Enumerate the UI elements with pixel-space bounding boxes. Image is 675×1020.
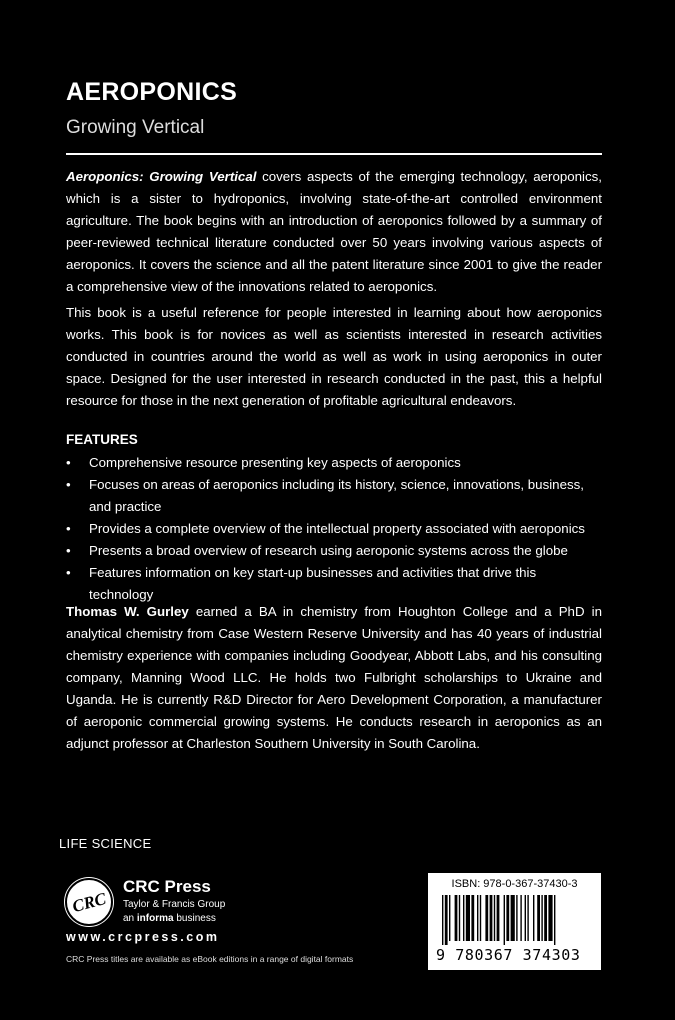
description-paragraph-2: This book is a useful reference for people interested in learning about how aeroponics works. This book is for novices as well as scientists interested in research activities conducted in countries around the world as well as work in using aeroponics in outer space. Designed for the user interested in research conducted in the past, this a helpful resource for those in the next generation of profitable agricultural endeavors.: [66, 305, 602, 408]
barcode-digits: 9 780367 374303: [436, 946, 581, 964]
barcode-bar: [466, 895, 470, 941]
barcode-bars: [442, 895, 592, 945]
barcode-bar: [497, 895, 500, 941]
barcode-bar: [541, 895, 542, 941]
author-bio: [66, 601, 602, 755]
crc-logo-icon: [64, 877, 114, 927]
barcode-bar: [471, 895, 474, 941]
business-prefix: an: [123, 913, 137, 924]
barcode-bar: [506, 895, 509, 941]
barcode-bar: [477, 895, 478, 941]
isbn-label: ISBN: 978-0-367-37430-3: [451, 878, 578, 890]
barcode-bar: [463, 895, 464, 941]
barcode-bar: [544, 895, 547, 941]
barcode-bar: [511, 895, 515, 941]
description-p1-text: covers aspects of the emerging technology, aeroponics, which is a sister to hydroponics, involving state-of-the-art controlled environment agriculture. The book begins with an introduction of aeroponics followed by a summary of peer-reviewed technical literature conducted over 50 years involving various aspects of aeroponics. It covers the science and all the patent literature since 2001 to give the reader a comprehensive view of the innovations related to aeroponics.: [66, 169, 602, 294]
publisher-group: Taylor & Francis Group: [123, 899, 226, 910]
author-name: Thomas W. Gurley: [66, 604, 189, 619]
publisher-name: CRC Press: [123, 877, 211, 896]
book-subtitle: Growing Vertical: [66, 117, 205, 138]
category-label: LIFE SCIENCE: [59, 836, 152, 851]
book-title: AEROPONICS: [66, 78, 238, 106]
barcode-bar: [537, 895, 540, 941]
barcode-bar: [455, 895, 458, 941]
barcode-bar: [520, 895, 521, 941]
feature-item: • Comprehensive resource presenting key aspects of aeroponics: [66, 452, 602, 474]
ebook-note: CRC Press titles are available as eBook editions in a range of digital formats: [66, 954, 354, 964]
barcode-bar: [554, 895, 555, 945]
barcode-box: [428, 873, 601, 970]
barcode-bar: [445, 895, 448, 945]
features-heading: FEATURES: [66, 432, 138, 447]
barcode-bar: [527, 895, 528, 941]
publisher-website[interactable]: www.crcpress.com: [66, 930, 220, 944]
crc-logo-text: CRC: [70, 888, 109, 917]
feature-item: • Features information on key start-up businesses and activities that drive this technology: [66, 562, 602, 606]
title-divider: [66, 153, 602, 155]
barcode-bar: [449, 895, 450, 941]
barcode-bar: [459, 895, 460, 941]
feature-item: • Presents a broad overview of research using aeroponic systems across the globe: [66, 540, 602, 562]
features-list: [66, 452, 602, 606]
business-informa: informa: [136, 913, 174, 924]
feature-item: • Focuses on areas of aeroponics including its history, science, innovations, business, and practice: [66, 474, 602, 518]
description-lead-title: Aeroponics: Growing Vertical: [66, 169, 257, 184]
publisher-business: [123, 913, 216, 924]
barcode-bar: [504, 895, 505, 945]
barcode-bar: [494, 895, 495, 941]
author-bio-text: earned a BA in chemistry from Houghton College and a PhD in analytical chemistry from Case Western Reserve University and has 40 years of industrial chemistry experience with companies including Goodyear, Abbott Labs, and his consulting company, Manning Wood LLC. He holds two Fulbright scholarships to Ukraine and Uganda. He is currently R&D Director for Aero Development Corporation, a manufacturer of aeroponic commercial growing systems. He conducts research in aeroponics as an adjunct professor at Charleston Southern University in South Carolina.: [66, 604, 602, 751]
barcode-bar: [533, 895, 534, 941]
business-suffix: business: [173, 913, 216, 924]
feature-item: • Provides a complete overview of the intellectual property associated with aeroponics: [66, 518, 602, 540]
barcode-bar: [525, 895, 526, 941]
barcode-bar: [548, 895, 552, 941]
barcode-bar: [442, 895, 443, 945]
barcode-bar: [490, 895, 493, 941]
barcode-bar: [480, 895, 481, 941]
barcode-bar: [516, 895, 517, 941]
description-paragraph-1: [66, 166, 602, 298]
barcode-bar: [485, 895, 488, 941]
